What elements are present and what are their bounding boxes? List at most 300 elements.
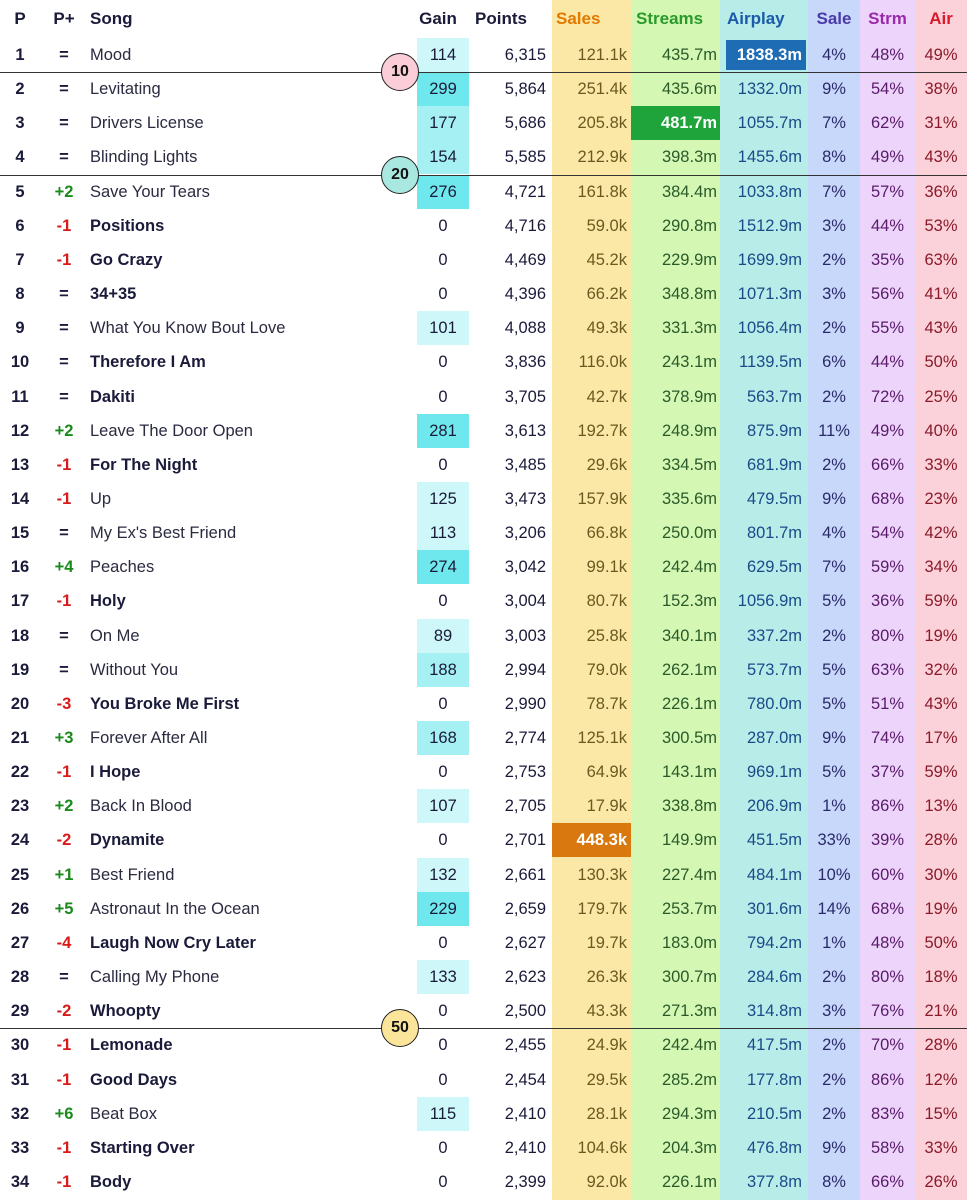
streams-cell: 243.1m (661, 353, 717, 372)
streams-cell: 242.4m (661, 1036, 717, 1055)
air-percent-cell: 34% (924, 558, 958, 577)
song-title: Without You (90, 660, 179, 679)
points-cell: 4,396 (504, 285, 546, 304)
position-change-cell: = (59, 114, 69, 133)
sales-cell: 157.9k (577, 489, 627, 508)
song-title: Best Friend (90, 865, 175, 884)
sales-cell: 66.2k (586, 285, 627, 304)
points-cell: 3,473 (504, 489, 546, 508)
rank-marker-badge: 10 (381, 53, 419, 91)
sales-cell: 125.1k (577, 729, 627, 747)
points-cell: 4,088 (504, 319, 546, 338)
streams-cell: 435.7m (661, 46, 717, 64)
strm-percent-cell: 55% (870, 319, 905, 338)
sales-cell: 64.9k (586, 763, 627, 782)
points-cell: 3,836 (504, 353, 546, 372)
position-cell: 31 (10, 1070, 30, 1089)
streams-cell: 271.3m (661, 1002, 717, 1021)
gain-cell: 276 (429, 182, 457, 201)
header-sale[interactable]: Sale (816, 9, 852, 28)
gain-cell: 125 (429, 489, 457, 508)
position-cell: 22 (10, 763, 30, 782)
position-cell: 9 (15, 319, 25, 338)
streams-cell: 340.1m (661, 626, 717, 645)
position-cell: 27 (10, 933, 30, 952)
position-cell: 16 (10, 558, 30, 577)
points-cell: 2,410 (504, 1104, 546, 1123)
song-title: My Ex's Best Friend (90, 524, 237, 543)
airplay-cell: 314.8m (746, 1002, 802, 1021)
position-change-cell: +3 (54, 729, 74, 747)
points-cell: 2,454 (504, 1070, 546, 1089)
gain-cell: 0 (438, 455, 448, 474)
gain-cell: 0 (438, 216, 448, 235)
sales-cell: 29.5k (586, 1070, 627, 1089)
gain-cell: 299 (429, 80, 457, 99)
song-title: Positions (90, 216, 165, 235)
gain-cell: 177 (429, 114, 457, 133)
sales-cell: 45.2k (586, 250, 627, 269)
song-title: Drivers License (90, 114, 204, 133)
gain-cell: 132 (429, 865, 457, 884)
gain-cell: 113 (429, 524, 457, 543)
sale-percent-cell: 2% (822, 455, 846, 474)
points-cell: 2,994 (504, 660, 546, 679)
sales-cell: 448.3k (576, 831, 627, 850)
airplay-cell: 377.8m (746, 1172, 802, 1191)
air-percent-cell: 18% (924, 968, 958, 987)
airplay-cell: 573.7m (746, 660, 802, 679)
sale-percent-cell: 11% (818, 421, 850, 440)
air-percent-cell: 26% (924, 1172, 958, 1191)
gain-cell: 89 (433, 626, 453, 645)
streams-cell: 226.1m (661, 1172, 717, 1191)
airplay-cell: 1056.9m (737, 592, 802, 611)
air-percent-cell: 19% (924, 626, 958, 645)
position-cell: 12 (10, 421, 30, 440)
strm-percent-cell: 54% (870, 524, 905, 543)
gain-cell: 107 (429, 797, 457, 816)
airplay-cell: 969.1m (746, 763, 802, 782)
streams-cell: 348.8m (661, 285, 717, 304)
air-percent-cell: 43% (924, 694, 958, 713)
strm-percent-cell: 56% (870, 285, 905, 304)
air-percent-cell: 36% (924, 182, 958, 201)
sales-cell: 79.0k (586, 660, 627, 679)
points-cell: 2,774 (504, 729, 546, 747)
points-cell: 2,661 (504, 865, 546, 884)
position-change-cell: = (59, 968, 69, 987)
position-cell: 13 (10, 455, 30, 474)
song-title: Lemonade (90, 1036, 173, 1055)
points-cell: 4,721 (504, 182, 546, 201)
strm-percent-cell: 70% (870, 1036, 905, 1055)
strm-percent-cell: 60% (870, 865, 905, 884)
song-title: Starting Over (90, 1138, 195, 1157)
points-cell: 3,485 (504, 455, 546, 474)
sales-cell: 43.3k (586, 1002, 627, 1021)
sales-cell: 251.4k (577, 80, 627, 99)
strm-percent-cell: 66% (870, 455, 905, 474)
header-airplay[interactable]: Airplay (727, 9, 785, 28)
rank-marker-badge: 50 (381, 1009, 419, 1047)
strm-percent-cell: 86% (870, 1070, 905, 1089)
song-title: Dakiti (90, 387, 135, 406)
position-change-cell: -1 (56, 1036, 72, 1055)
strm-percent-cell: 83% (870, 1104, 905, 1123)
song-title: Good Days (90, 1070, 178, 1089)
sale-percent-cell: 2% (822, 1104, 846, 1123)
header-gain[interactable]: Gain (419, 9, 457, 28)
strm-percent-cell: 66% (870, 1172, 905, 1191)
gain-cell: 0 (438, 1138, 448, 1157)
song-title: Astronaut In the Ocean (90, 899, 260, 918)
streams-cell: 226.1m (661, 694, 717, 713)
sale-percent-cell: 4% (822, 46, 846, 64)
air-percent-cell: 23% (924, 489, 958, 508)
header-air[interactable]: Air (929, 9, 953, 28)
position-cell: 17 (10, 592, 30, 611)
position-change-cell: = (59, 626, 69, 645)
strm-percent-cell: 72% (870, 387, 905, 406)
streams-cell: 338.8m (661, 797, 717, 816)
air-percent-cell: 31% (924, 114, 958, 133)
streams-cell: 435.6m (661, 80, 717, 99)
rank-divider (0, 72, 967, 73)
streams-cell: 253.7m (661, 899, 717, 918)
position-cell: 11 (11, 387, 29, 406)
gain-cell: 0 (438, 933, 448, 952)
song-title: On Me (90, 626, 140, 645)
position-change-cell: = (59, 285, 69, 304)
sale-percent-cell: 5% (822, 694, 846, 713)
air-percent-cell: 53% (924, 216, 958, 235)
song-title: Go Crazy (90, 250, 163, 269)
song-title: Save Your Tears (90, 182, 210, 201)
header-strm[interactable]: Strm (868, 9, 907, 28)
position-change-cell: = (59, 319, 69, 338)
streams-cell: 384.4m (661, 182, 717, 201)
gain-cell: 0 (438, 250, 448, 269)
points-cell: 3,206 (504, 524, 546, 543)
position-change-cell: -1 (56, 489, 72, 508)
streams-cell: 335.6m (661, 489, 717, 508)
position-change-cell: +2 (54, 797, 74, 816)
airplay-cell: 1332.0m (737, 80, 802, 99)
position-change-cell: -2 (56, 831, 72, 850)
strm-percent-cell: 57% (870, 182, 905, 201)
streams-cell: 229.9m (661, 250, 717, 269)
position-change-cell: -1 (56, 763, 72, 782)
sale-percent-cell: 2% (822, 387, 846, 406)
points-cell: 3,004 (504, 592, 546, 611)
sale-percent-cell: 6% (822, 353, 846, 372)
position-change-cell: -2 (56, 1002, 72, 1021)
air-percent-cell: 42% (924, 524, 958, 543)
position-cell: 4 (15, 148, 25, 167)
sales-cell: 28.1k (586, 1104, 627, 1123)
song-title: Blinding Lights (90, 148, 198, 167)
strm-percent-cell: 44% (870, 216, 905, 235)
airplay-cell: 1033.8m (737, 182, 802, 201)
position-cell: 15 (10, 524, 30, 543)
strm-percent-cell: 76% (870, 1002, 905, 1021)
song-title: Mood (90, 46, 132, 64)
sale-percent-cell: 1% (822, 797, 846, 816)
streams-cell: 481.7m (661, 114, 717, 133)
sale-percent-cell: 2% (822, 1036, 846, 1055)
airplay-cell: 801.7m (746, 524, 802, 543)
airplay-cell: 875.9m (746, 421, 802, 440)
streams-cell: 143.1m (661, 763, 717, 782)
streams-cell: 262.1m (661, 660, 717, 679)
streams-cell: 331.3m (661, 319, 717, 338)
sale-percent-cell: 4% (822, 524, 846, 543)
air-percent-cell: 59% (924, 592, 958, 611)
position-cell: 32 (10, 1104, 30, 1123)
points-cell: 5,585 (504, 148, 546, 167)
air-percent-cell: 43% (924, 319, 958, 338)
song-title: Peaches (90, 558, 155, 577)
sale-percent-cell: 9% (822, 1138, 846, 1157)
position-change-cell: -1 (56, 250, 72, 269)
air-percent-cell: 15% (924, 1104, 958, 1123)
air-percent-cell: 50% (924, 353, 958, 372)
strm-percent-cell: 62% (870, 114, 905, 133)
strm-percent-cell: 49% (870, 148, 905, 167)
header-sales[interactable]: Sales (556, 9, 601, 28)
sale-percent-cell: 5% (822, 660, 846, 679)
points-cell: 2,399 (504, 1172, 546, 1191)
header-song[interactable]: Song (90, 9, 133, 28)
header-points[interactable]: Points (475, 9, 527, 28)
streams-cell: 334.5m (661, 455, 717, 474)
air-percent-cell: 40% (924, 421, 958, 440)
sale-percent-cell: 3% (822, 216, 846, 235)
position-change-cell: -1 (56, 1138, 72, 1157)
streams-cell: 398.3m (661, 148, 717, 167)
air-percent-cell: 63% (924, 250, 958, 269)
gain-cell: 133 (429, 968, 457, 987)
sale-percent-cell: 9% (822, 80, 846, 99)
position-change-cell: +5 (54, 899, 74, 918)
rank-marker-badge: 20 (381, 156, 419, 194)
air-percent-cell: 33% (924, 455, 958, 474)
position-cell: 20 (10, 694, 30, 713)
position-cell: 34 (10, 1172, 30, 1191)
position-cell: 33 (10, 1138, 30, 1157)
points-cell: 2,455 (504, 1036, 546, 1055)
sale-percent-cell: 7% (822, 558, 846, 577)
song-title: Holy (90, 592, 126, 611)
sales-cell: 66.8k (586, 524, 627, 543)
position-cell: 30 (10, 1036, 30, 1055)
streams-cell: 227.4m (661, 865, 717, 884)
airplay-cell: 1512.9m (737, 216, 802, 235)
sale-percent-cell: 2% (822, 1070, 846, 1089)
strm-percent-cell: 51% (870, 694, 905, 713)
strm-percent-cell: 54% (870, 80, 905, 99)
sale-percent-cell: 1% (822, 933, 846, 952)
airplay-cell: 629.5m (746, 558, 802, 577)
air-percent-cell: 28% (924, 1036, 958, 1055)
position-change-cell: = (59, 660, 69, 679)
airplay-cell: 177.8m (746, 1070, 802, 1089)
sales-cell: 24.9k (586, 1036, 627, 1055)
strm-percent-cell: 86% (870, 797, 905, 816)
gain-cell: 0 (438, 1036, 448, 1055)
streams-cell: 242.4m (661, 558, 717, 577)
song-title: I Hope (90, 763, 141, 782)
position-change-cell: -1 (56, 1172, 72, 1191)
gain-cell: 188 (429, 660, 457, 679)
strm-percent-cell: 63% (870, 660, 905, 679)
points-cell: 2,410 (504, 1138, 546, 1157)
position-cell: 5 (15, 182, 25, 201)
points-cell: 2,701 (504, 831, 546, 850)
streams-cell: 248.9m (661, 421, 717, 440)
points-cell: 2,623 (504, 968, 546, 987)
streams-cell: 183.0m (661, 933, 717, 952)
gain-cell: 0 (438, 1172, 448, 1191)
points-cell: 2,753 (504, 763, 546, 782)
position-cell: 2 (15, 80, 25, 99)
song-title: Dynamite (90, 831, 165, 850)
position-change-cell: = (59, 148, 69, 167)
position-change-cell: -1 (56, 216, 72, 235)
sales-cell: 179.7k (577, 899, 627, 918)
air-percent-cell: 33% (924, 1138, 958, 1157)
air-percent-cell: 21% (924, 1002, 958, 1021)
position-cell: 26 (10, 899, 30, 918)
song-title: Forever After All (90, 729, 208, 747)
position-change-cell: -1 (56, 455, 72, 474)
strm-percent-cell: 37% (870, 763, 905, 782)
sales-cell: 130.3k (577, 865, 627, 884)
points-cell: 5,864 (504, 80, 546, 99)
sales-cell: 161.8k (577, 182, 627, 201)
sales-cell: 26.3k (586, 968, 627, 987)
song-title: Leave The Door Open (90, 421, 253, 440)
gain-cell: 0 (438, 592, 448, 611)
sale-percent-cell: 8% (822, 1172, 846, 1191)
air-percent-cell: 13% (924, 797, 958, 816)
streams-cell: 204.3m (661, 1138, 717, 1157)
airplay-cell: 1056.4m (737, 319, 802, 338)
position-change-cell: = (59, 80, 69, 99)
sale-percent-cell: 3% (822, 1002, 846, 1021)
points-cell: 2,990 (504, 694, 546, 713)
rank-divider (0, 175, 967, 176)
strm-percent-cell: 74% (870, 729, 905, 747)
song-title: What You Know Bout Love (90, 319, 286, 338)
airplay-cell: 417.5m (746, 1036, 802, 1055)
streams-cell: 300.7m (661, 968, 717, 987)
streams-cell: 285.2m (661, 1070, 717, 1089)
sales-cell: 80.7k (586, 592, 627, 611)
air-percent-cell: 25% (924, 387, 958, 406)
points-cell: 3,705 (504, 387, 546, 406)
sales-cell: 42.7k (586, 387, 627, 406)
points-cell: 5,686 (504, 114, 546, 133)
points-cell: 3,003 (504, 626, 546, 645)
position-change-cell: -1 (56, 592, 72, 611)
airplay-cell: 681.9m (746, 455, 802, 474)
airplay-cell: 1055.7m (737, 114, 802, 133)
strm-percent-cell: 68% (870, 899, 905, 918)
gain-cell: 0 (438, 831, 448, 850)
airplay-cell: 794.2m (746, 933, 802, 952)
points-cell: 3,613 (504, 421, 546, 440)
gain-cell: 115 (429, 1104, 457, 1123)
air-percent-cell: 43% (924, 148, 958, 167)
gain-cell: 0 (438, 1002, 448, 1021)
position-cell: 29 (10, 1002, 30, 1021)
rank-divider (0, 1028, 967, 1029)
points-cell: 4,469 (504, 250, 546, 269)
gain-cell: 229 (429, 899, 457, 918)
airplay-cell: 1455.6m (737, 148, 802, 167)
position-cell: 19 (10, 660, 30, 679)
streams-cell: 149.9m (661, 831, 717, 850)
gain-cell: 168 (429, 729, 457, 747)
air-percent-cell: 59% (924, 763, 958, 782)
sales-cell: 25.8k (586, 626, 627, 645)
sale-percent-cell: 7% (822, 114, 846, 133)
sale-percent-cell: 3% (822, 285, 846, 304)
air-percent-cell: 50% (924, 933, 958, 952)
airplay-cell: 301.6m (746, 899, 802, 918)
position-cell: 8 (15, 285, 25, 304)
gain-cell: 0 (438, 387, 448, 406)
position-cell: 23 (10, 797, 30, 816)
points-cell: 3,042 (504, 558, 546, 577)
sale-percent-cell: 33% (817, 831, 851, 850)
position-cell: 28 (10, 968, 30, 987)
sale-percent-cell: 2% (822, 250, 846, 269)
gain-cell: 154 (429, 148, 457, 167)
header-streams[interactable]: Streams (636, 9, 704, 28)
streams-cell: 250.0m (661, 524, 717, 543)
airplay-cell: 476.8m (746, 1138, 802, 1157)
airplay-cell: 1071.3m (737, 285, 802, 304)
song-title: For The Night (90, 455, 198, 474)
position-change-cell: +2 (54, 421, 74, 440)
airplay-cell: 287.0m (746, 729, 802, 747)
header-p[interactable]: P (14, 9, 26, 28)
song-title: Beat Box (90, 1104, 157, 1123)
sale-percent-cell: 9% (822, 489, 846, 508)
strm-percent-cell: 35% (870, 250, 905, 269)
air-percent-cell: 19% (924, 899, 958, 918)
sale-percent-cell: 5% (822, 592, 846, 611)
streams-cell: 290.8m (661, 216, 717, 235)
sale-percent-cell: 9% (822, 729, 846, 747)
strm-percent-cell: 48% (870, 933, 905, 952)
header-pplus[interactable]: P+ (53, 9, 75, 28)
sales-cell: 104.6k (577, 1138, 627, 1157)
position-cell: 6 (15, 216, 25, 235)
streams-cell: 152.3m (661, 592, 717, 611)
sales-cell: 192.7k (577, 421, 627, 440)
air-percent-cell: 12% (924, 1070, 958, 1089)
position-change-cell: +6 (54, 1104, 74, 1123)
sales-cell: 59.0k (586, 216, 627, 235)
song-title: Laugh Now Cry Later (90, 933, 256, 952)
airplay-cell: 1699.9m (737, 250, 802, 269)
gain-cell: 0 (438, 763, 448, 782)
streams-cell: 294.3m (661, 1104, 717, 1123)
